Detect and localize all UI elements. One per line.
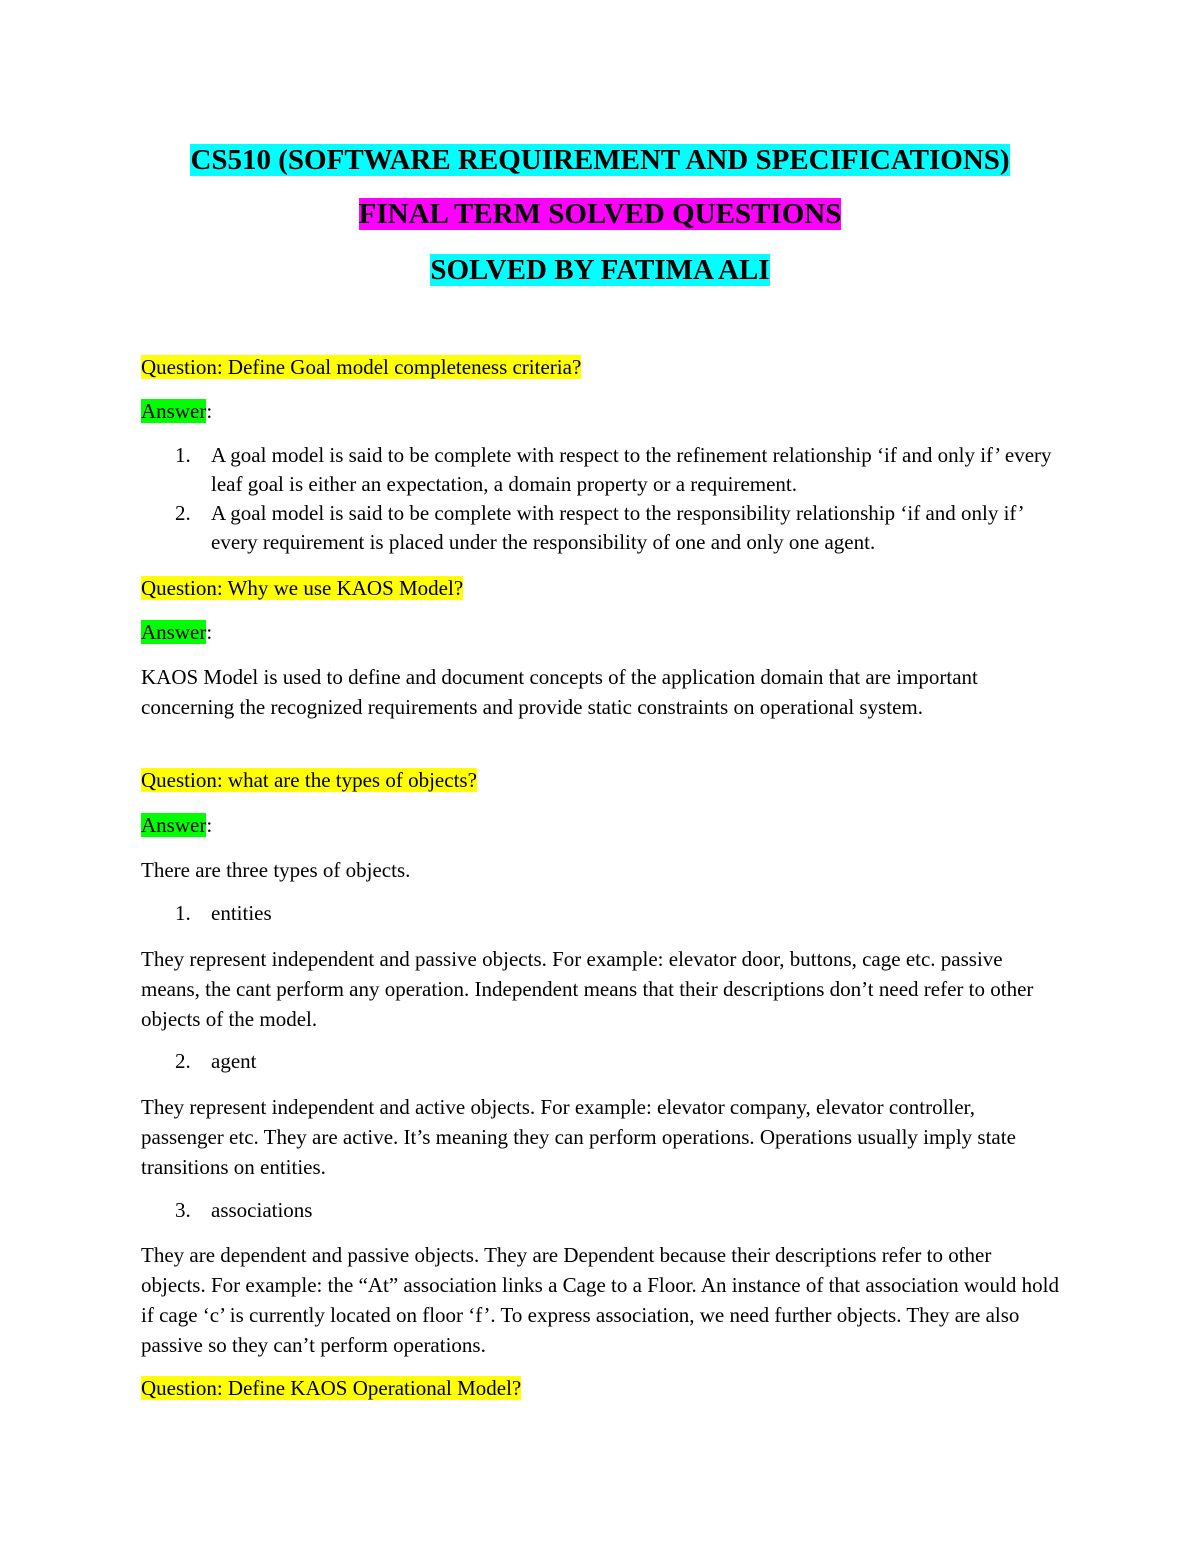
object-type-name: associations [211, 1198, 313, 1222]
question-2-text: Question: Why we use KAOS Model? [141, 576, 464, 600]
object-type-2 [141, 1047, 1061, 1076]
list-item-text: A goal model is said to be complete with respect to the refinement relationship ‘if and only if’ every leaf goal is either an expectation, a domain property or a requirement. [211, 443, 1052, 496]
list-number: 2. [175, 1049, 191, 1073]
question-3-text: Question: what are the types of objects? [141, 768, 477, 792]
answer-3-label: Answer [141, 813, 207, 837]
author-credit: SOLVED BY FATIMA ALI [430, 254, 770, 286]
object-type-3-description: They are dependent and passive objects. They are Dependent because their descriptions refer to other objects. For example: the “At” association links a Cage to a Floor. An instance of that association would hold if cage ‘c’ is currently located on floor ‘f’. To express association, we need further objects. They are also passive so they can’t perform operations. [141, 1243, 1059, 1357]
answer-3-intro: There are three types of objects. [141, 858, 411, 882]
question-3 [141, 765, 477, 795]
object-type-1 [141, 899, 1061, 928]
answer-2-colon: : [206, 620, 213, 644]
subtitle-line [0, 196, 1200, 232]
question-1 [141, 352, 581, 382]
course-title: CS510 (SOFTWARE REQUIREMENT AND SPECIFICATIONS) [190, 144, 1010, 176]
answer-3-label-line [141, 810, 212, 840]
answer-1-label-line [141, 396, 212, 426]
answer-1-colon: : [206, 399, 213, 423]
question-4 [141, 1373, 521, 1403]
object-type-2-description: They represent independent and active objects. For example: elevator company, elevator controller, passenger etc. They are active. It’s meaning they can perform operations. Operations usually imply state transitions on entities. [141, 1095, 1016, 1179]
list-item-text: A goal model is said to be complete with respect to the responsibility relationship ‘if and only if’ every requirement is placed under the responsibility of one and only one agent. [211, 501, 1024, 554]
answer-1-label: Answer [141, 399, 207, 423]
document-subtitle: FINAL TERM SOLVED QUESTIONS [358, 198, 842, 230]
course-title-line [0, 142, 1200, 178]
object-type-1-description: They represent independent and passive objects. For example: elevator door, buttons, cage etc. passive means, the cant perform any operation. Independent means that their descriptions don’t need refer to other objects of the model. [141, 947, 1034, 1031]
question-1-text: Question: Define Goal model completeness criteria? [141, 355, 582, 379]
answer-2-label: Answer [141, 620, 207, 644]
answer-2-text: KAOS Model is used to define and document concepts of the application domain that are important concerning the recognized requirements and provide static constraints on operational system. [141, 665, 978, 719]
object-type-name: agent [211, 1049, 257, 1073]
question-2 [141, 573, 463, 603]
list-number: 1. [175, 901, 191, 925]
list-number: 2. [175, 501, 191, 525]
author-line [0, 252, 1200, 288]
list-number: 1. [175, 443, 191, 467]
answer-1-item-2 [141, 499, 1061, 557]
answer-1-item-1 [141, 441, 1061, 499]
object-type-name: entities [211, 901, 272, 925]
answer-3-colon: : [206, 813, 213, 837]
answer-2-label-line [141, 617, 212, 647]
list-number: 3. [175, 1198, 191, 1222]
question-4-text: Question: Define KAOS Operational Model? [141, 1376, 522, 1400]
object-type-3 [141, 1196, 1061, 1225]
